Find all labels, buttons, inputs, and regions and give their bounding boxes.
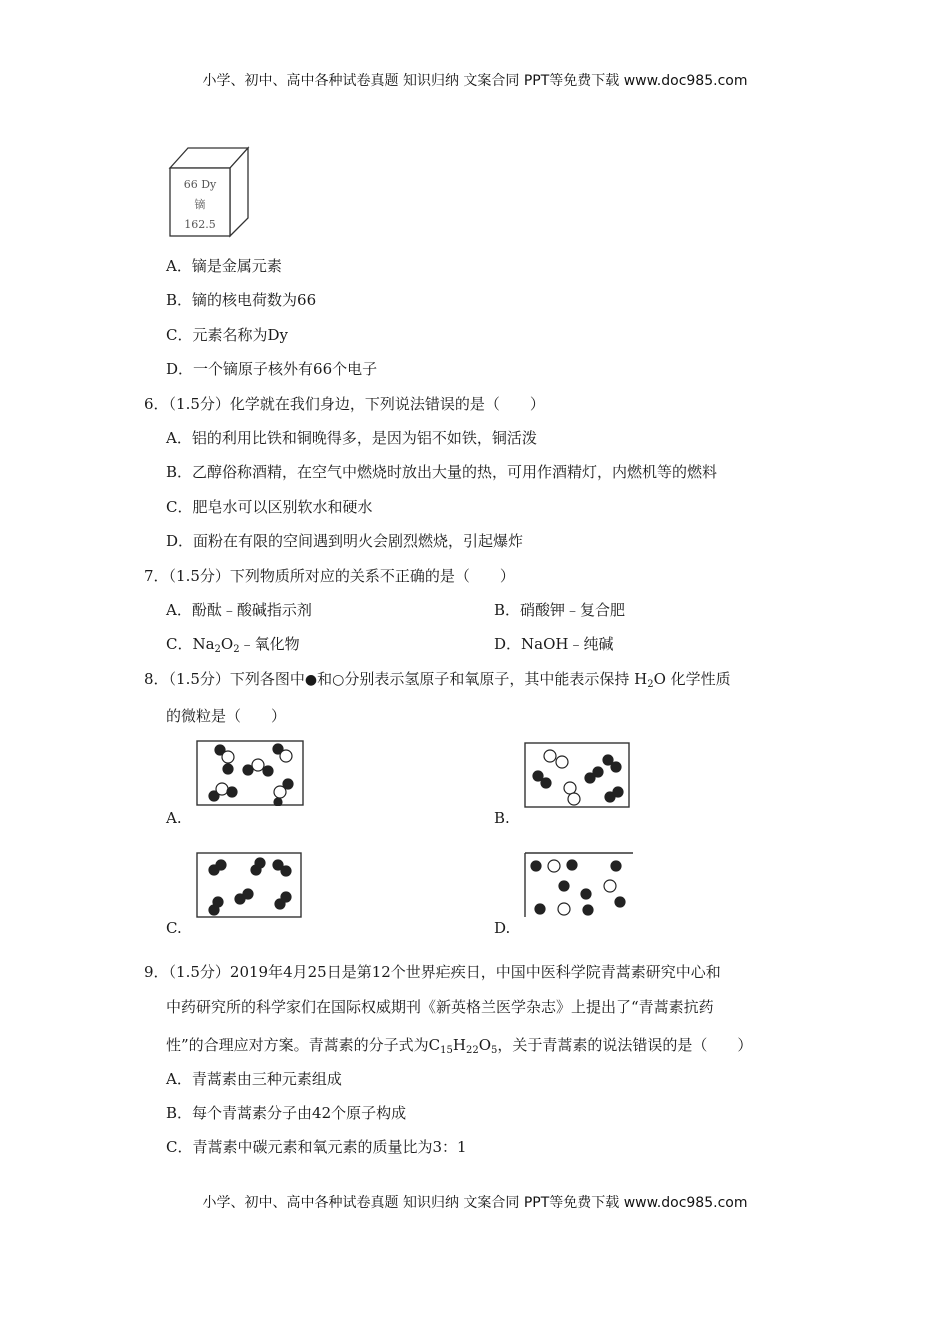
cube-atomic-number-symbol: 66 Dy (183, 178, 217, 191)
h-atom (255, 858, 265, 868)
q6-option-d: D．面粉在有限的空间遇到明火会剧烈燃烧，引起爆炸 (166, 532, 524, 550)
q7-option-c: C．$Na_2O_2﹣$氧化物 (166, 635, 300, 655)
h-atom (263, 766, 273, 776)
q5-option-d: D．一个镝原子核外有66个电子 (166, 360, 378, 378)
q6-option-c: C．肥皂水可以区别软水和硬水 (166, 498, 373, 516)
q6-option-b: B．乙醇俗称酒精，在空气中燃烧时放出大量的热，可用作酒精灯，内燃机等的燃料 (166, 463, 718, 481)
h-atom (281, 892, 291, 902)
o-atom (568, 793, 580, 805)
o-atom (548, 860, 560, 872)
h-atom (541, 778, 551, 788)
q6-option-a: A．铝的利用比铁和铜晚得多，是因为铝不如铁，铜活泼 (166, 429, 537, 447)
o-atom (556, 756, 568, 768)
q8-label-c: C. (166, 919, 182, 937)
h-atom (593, 767, 603, 777)
h-atom (567, 860, 577, 870)
h-atom (613, 787, 623, 797)
q5-option-c: C．元素名称为Dy (166, 326, 288, 344)
q6-stem: 6．（1.5分）化学就在我们身边，下列说法错误的是（ ） (144, 395, 545, 413)
o-atom (544, 750, 556, 762)
h-atom (611, 762, 621, 772)
cube-element-name: 镝 (194, 198, 206, 211)
o-atom (216, 783, 228, 795)
element-cube-figure (160, 140, 260, 240)
q8-figure-a (196, 740, 304, 806)
q8-figure-d (524, 852, 634, 918)
cube-atomic-mass: 162.5 (184, 218, 216, 231)
o-atom (280, 750, 292, 762)
open-circle-symbol: ○ (332, 672, 345, 688)
q9-option-a: A．青蒿素由三种元素组成 (166, 1070, 342, 1088)
o-atom (604, 880, 616, 892)
q9-stem-line1: 9．（1.5分）2019年4月25日是第12个世界疟疾日，中国中医科学院青蒿素研究中心和 (144, 963, 721, 981)
o-atom (558, 903, 570, 915)
h-atom (533, 771, 543, 781)
q9-stem-line3: 性”的合理应对方案。青蒿素的分子式为$C_{15}H_{22}O_5$，关于青蒿素的说法错误的是（ ） (166, 1036, 753, 1056)
q8-figure-c (196, 852, 302, 918)
h-atom (216, 860, 226, 870)
o-atom (222, 751, 234, 763)
h-atom (274, 798, 282, 806)
h-atom (243, 765, 253, 775)
o-atom (252, 759, 264, 771)
q7-option-d: D．NaOH﹣纯碱 (494, 635, 614, 653)
q7-option-b: B．硝酸钾﹣复合肥 (494, 601, 626, 619)
q9-stem-line2: 中药研究所的科学家们在国际权威期刊《新英格兰医学杂志》上提出了“青蒿素抗药 (166, 998, 714, 1016)
h-atom (611, 861, 621, 871)
h-atom (559, 881, 569, 891)
h-atom (227, 787, 237, 797)
q7-option-a: A．酚酞﹣酸碱指示剂 (166, 601, 312, 619)
h-atom (281, 866, 291, 876)
q5-option-a: A．镝是金属元素 (166, 257, 282, 275)
o-atom (564, 782, 576, 794)
h-atom (223, 764, 233, 774)
h-atom (581, 889, 591, 899)
q8-stem-line2: 的微粒是（ ） (166, 707, 287, 725)
q8-stem: 8．（1.5分）下列各图中●和○分别表示氢原子和氧原子，其中能表示保持 $H_2O$ 化学性质 (144, 670, 731, 690)
q7-stem: 7．（1.5分）下列物质所对应的关系不正确的是（ ） (144, 567, 515, 585)
q8-label-b: B. (494, 809, 510, 827)
page-header: 小学、初中、高中各种试卷真题 知识归纳 文案合同 PPT等免费下载 www.doc985.com (202, 73, 748, 89)
h-atom (615, 897, 625, 907)
q5-option-b: B．镝的核电荷数为66 (166, 291, 317, 309)
h-atom (531, 861, 541, 871)
h-atom (583, 905, 593, 915)
page-footer: 小学、初中、高中各种试卷真题 知识归纳 文案合同 PPT等免费下载 www.doc985.com (202, 1195, 748, 1211)
h-atom (603, 755, 613, 765)
h-atom (243, 889, 253, 899)
q9-option-c: C．青蒿素中碳元素和氧元素的质量比为3：1 (166, 1138, 467, 1156)
h-atom (535, 904, 545, 914)
q8-label-d: D. (494, 919, 511, 937)
q8-figure-b (524, 742, 630, 808)
q8-label-a: A. (166, 809, 182, 827)
q9-option-b: B．每个青蒿素分子由42个原子构成 (166, 1104, 407, 1122)
h-atom (213, 897, 223, 907)
o-atom (274, 786, 286, 798)
filled-circle-symbol: ● (304, 672, 318, 688)
